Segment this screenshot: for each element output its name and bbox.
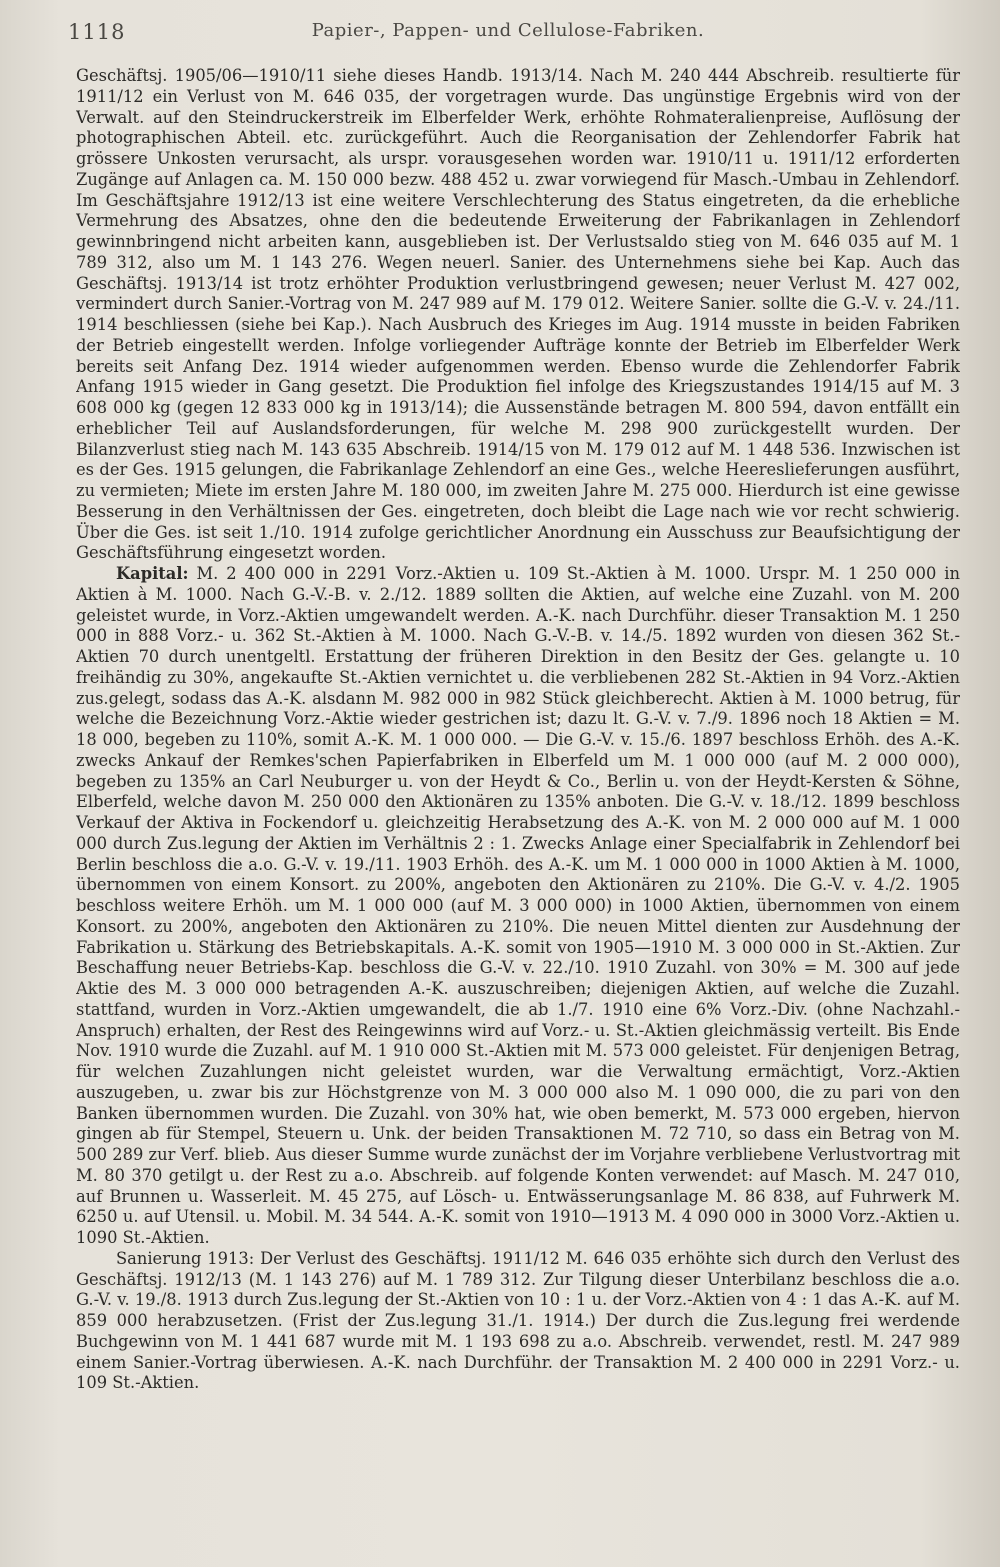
running-title: Papier-, Pappen- und Cellulose-Fabriken. bbox=[311, 20, 705, 41]
paragraph-restructuring-1913 bbox=[76, 1249, 960, 1394]
paragraph-text: M. 2 400 000 in 2291 Vorz.-Aktien u. 109 St.-Aktien à M. 1000. Urspr. M. 1 250 000 in Aktien à M. 1000. Nach G.-V.-B. v. 2./12. 1889 sollten die Aktien, auf welche eine Zuzahl. von M. 200 geleistet wurde, in Vorz.-Aktien umgewandelt werden. A.-K. nach Durchführ. dieser Transaktion M. 1 250 000 in 888 Vorz.- u. 362 St.-Aktien à M. 1000. Nach G.-V.-B. v. 14./5. 1892 wurden von diesen 362 St.-Aktien 70 durch unentgeltl. Erstattung der früheren Direktion in den Besitz der Ges. gelangte u. 10 freihändig zu 30%, angekaufte St.-Aktien vernichtet u. die verbliebenen 282 St.-Aktien in 94 Vorz.-Aktien zus.gelegt, sodass das A.-K. alsdann M. 982 000 in 982 Stück gleichberecht. Aktien à M. 1000 betrug, für welche die Bezeichnung Vorz.-Aktie wieder gestrichen ist; dazu lt. G.-V. v. 7./9. 1896 noch 18 Aktien = M. 18 000, begeben zu 110%, somit A.-K. M. 1 000 000. — Die G.-V. v. 15./6. 1897 beschloss Erhöh. des A.-K. zwecks Ankauf der Remkes'schen Papierfabriken in Elberfeld um M. 1 000 000 (auf M. 2 000 000), begeben zu 135% an Carl Neuburger u. von der Heydt & Co., Berlin u. von der Heydt-Kersten & Söhne, Elberfeld, welche davon M. 250 000 den Aktionären zu 135% anboten. Die G.-V. v. 18./12. 1899 beschloss Verkauf der Aktiva in Fockendorf u. gleichzeitig Herabsetzung des A.-K. von M. 2 000 000 auf M. 1 000 000 durch Zus.legung der Aktien im Verhältnis 2 : 1. Zwecks Anlage einer Specialfabrik in Zehlendorf bei Berlin beschloss die a.o. G.-V. v. 19./11. 1903 Erhöh. des A.-K. um M. 1 000 000 in 1000 Aktien à M. 1000, übernommen von einem Konsort. zu 200%, angeboten den Aktionären zu 210%. Die G.-V. v. 4./2. 1905 beschloss weitere Erhöh. um M. 1 000 000 (auf M. 3 000 000) in 1000 Aktien, übernommen von einem Konsort. zu 200%, angeboten den Aktionären zu 210%. Die neuen Mittel dienten zur Ausdehnung der Fabrikation u. Stärkung des Betriebskapitals. A.-K. somit von 1905—1910 M. 3 000 000 in St.-Aktien. Zur Beschaffung neuer Betriebs-Kap. beschloss die G.-V. v. 22./10. 1910 Zuzahl. von 30% = M. 300 auf jede Aktie des M. 3 000 000 betragenden A.-K. auszuschreiben; diejenigen Aktien, auf welche die Zuzahl. stattfand, wurden in Vorz.-Aktien umgewandelt, die ab 1./7. 1910 eine 6% Vorz.-Div. (ohne Nachzahl.-Anspruch) erhalten, der Rest des Reingewinns wird auf Vorz.- u. St.-Aktien gleichmässig verteilt. Bis Ende Nov. 1910 wurde die Zuzahl. auf M. 1 910 000 St.-Aktien mit M. 573 000 geleistet. Für denjenigen Betrag, für welchen Zuzahlungen nicht geleistet wurden, war die Verwaltung ermächtigt, Vorz.-Aktien auszugeben, u. zwar bis zur Höchstgrenze von M. 3 000 000 also M. 1 090 000, die zu pari von den Banken übernommen wurden. Die Zuzahl. von 30% hat, wie oben bemerkt, M. 573 000 ergeben, hiervon gingen ab für Stempel, Steuern u. Unk. der beiden Transaktionen M. 72 710, so dass ein Betrag von M. 500 289 zur Verf. blieb. Aus dieser Summe wurde zunächst der im Vorjahre verbliebene Verlustvortrag mit M. 80 370 getilgt u. der Rest zu a.o. Abschreib. auf folgende Konten verwendet: auf Masch. M. 247 010, auf Brunnen u. Wasserleit. M. 45 275, auf Lösch- u. Entwässerungsanlage M. 86 838, auf Fuhrwerk M. 6250 u. auf Utensil. u. Mobil. M. 34 544. A.-K. somit von 1910—1913 M. 4 090 000 in 3000 Vorz.-Aktien u. 1090 St.-Aktien. bbox=[76, 564, 960, 1247]
paragraph-text: Geschäftsj. 1905/06—1910/11 siehe dieses Handb. 1913/14. Nach M. 240 444 Abschreib. resultierte für 1911/12 ein Verlust von M. 646 035, der vorgetragen wurde. Das ungünstige Ergebnis wird von der Verwalt. auf den Steindruckerstreik im Elberfelder Werk, erhöhte Rohmateralienpreise, Auflösung der photographischen Abteil. etc. zurückgeführt. Auch die Reorganisation der Zehlendorfer Fabrik hat grössere Unkosten verursacht, als urspr. vorausgesehen worden war. 1910/11 u. 1911/12 erforderten Zugänge auf Anlagen ca. M. 150 000 bezw. 488 452 u. zwar vorwiegend für Masch.-Umbau in Zehlendorf. Im Geschäftsjahre 1912/13 ist eine weitere Verschlechterung des Status eingetreten, da die erhebliche Vermehrung des Absatzes, ohne den die bedeutende Erweiterung der Fabrikanlagen in Zehlendorf gewinnbringend nicht arbeiten kann, ausgeblieben ist. Der Verlustsaldo stieg von M. 646 035 auf M. 1 789 312, also um M. 1 143 276. Wegen neuerl. Sanier. des Unternehmens siehe bei Kap. Auch das Geschäftsj. 1913/14 ist trotz erhöhter Produktion verlustbringend gewesen; neuer Verlust M. 427 002, vermindert durch Sanier.-Vortrag von M. 247 989 auf M. 179 012. Weitere Sanier. sollte die G.-V. v. 24./11. 1914 beschliessen (siehe bei Kap.). Nach Ausbruch des Krieges im Aug. 1914 musste in beiden Fabriken der Betrieb eingestellt werden. Infolge vorliegender Aufträge konnte der Betrieb im Elberfelder Werk bereits seit Anfang Dez. 1914 wieder aufgenommen werden. Ebenso wurde die Zehlendorfer Fabrik Anfang 1915 wieder in Gang gesetzt. Die Produktion fiel infolge des Kriegszustandes 1914/15 auf M. 3 608 000 kg (gegen 12 833 000 kg in 1913/14); die Aussenstände betragen M. 800 594, davon entfällt ein erheblicher Teil auf Auslandsforderungen, für welche M. 298 900 zurückgestellt wurden. Der Bilanzverlust stieg nach M. 143 635 Abschreib. 1914/15 von M. 179 012 auf M. 1 448 536. Inzwischen ist es der Ges. 1915 gelungen, die Fabrikanlage Zehlendorf an eine Ges., welche Heereslieferungen ausführt, zu vermieten; Miete im ersten Jahre M. 180 000, im zweiten Jahre M. 275 000. Hierdurch ist eine gewisse Besserung in den Verhältnissen der Ges. eingetreten, doch bleibt die Lage nach wie vor recht schwierig. Über die Ges. ist seit 1./10. 1914 zufolge gerichtlicher Anordnung ein Ausschuss zur Beaufsichtigung der Geschäftsführung eingesetzt worden. bbox=[76, 66, 960, 563]
paragraph-business-years bbox=[76, 66, 960, 564]
page-number: 1118 bbox=[68, 20, 126, 44]
page-header bbox=[68, 20, 948, 50]
paragraph-text: Sanierung 1913: Der Verlust des Geschäftsj. 1911/12 M. 646 035 erhöhte sich durch den Verlust des Geschäftsj. 1912/13 (M. 1 143 276) auf M. 1 789 312. Zur Tilgung dieser Unterbilanz beschloss die a.o. G.-V. v. 19./8. 1913 durch Zus.legung der St.-Aktien von 10 : 1 u. der Vorz.-Aktien von 4 : 1 das A.-K. auf M. 859 000 herabzusetzen. (Frist der Zus.legung 31./1. 1914.) Der durch die Zus.legung frei werdende Buchgewinn von M. 1 441 687 wurde mit M. 1 193 698 zu a.o. Abschreib. verwendet, restl. M. 247 989 einem Sanier.-Vortrag überwiesen. A.-K. nach Durchführ. der Transaktion M. 2 400 000 in 2291 Vorz.- u. 109 St.-Aktien. bbox=[76, 1248, 960, 1393]
section-label-capital: Kapital: bbox=[116, 564, 189, 583]
paragraph-capital bbox=[76, 564, 960, 1249]
body-text bbox=[76, 66, 960, 1546]
